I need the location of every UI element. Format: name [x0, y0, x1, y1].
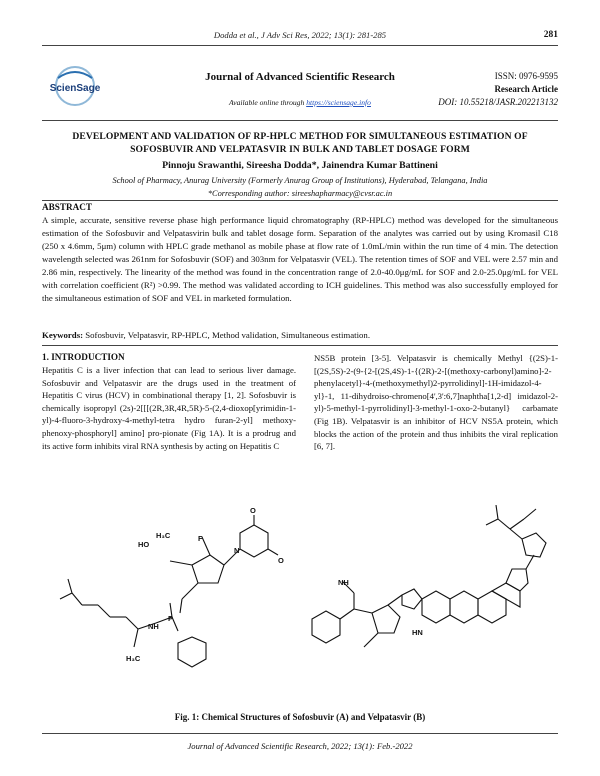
doi: DOI: 10.55218/JASR.202213132	[438, 97, 558, 107]
atom-label-o-uracil: O	[278, 556, 284, 565]
affiliation: School of Pharmacy, Anurag University (Formerly Anurag Group of Institutions), Hyderabad, Telangana, India	[112, 176, 488, 185]
atom-label-h3c: H₃C	[156, 531, 171, 540]
footer-rule	[42, 733, 558, 734]
atom-label-h3c-2: H₃C	[126, 654, 141, 663]
atom-label-hn: HN	[412, 628, 423, 637]
atom-label-p: P	[168, 614, 174, 623]
abstract-rule	[42, 200, 558, 201]
issn: ISSN: 0976-9595	[494, 71, 558, 81]
running-head: Dodda et al., J Adv Sci Res, 2022; 13(1): 281-285	[213, 30, 387, 40]
abstract-heading: ABSTRACT	[42, 202, 93, 212]
atom-label-nh: NH	[148, 622, 159, 631]
header-rule	[42, 45, 558, 46]
atom-label-o-top: O	[250, 506, 256, 515]
issn-block	[438, 70, 558, 109]
article-title: DEVELOPMENT AND VALIDATION OF RP-HPLC METHOD FOR SIMULTANEOUS ESTIMATION OF SOFOSBUVIR AND VELPATASVIR IN BULK AND TABLET DOSAGE FORM	[72, 131, 528, 155]
chemical-structures-figure	[42, 505, 558, 705]
page-number: 281	[543, 30, 558, 40]
journal-title: Journal of Advanced Scientific Research	[205, 71, 395, 83]
keywords-rule	[42, 345, 558, 346]
sciensage-logo	[42, 64, 108, 116]
intro-heading: 1. INTRODUCTION	[42, 352, 125, 362]
logo-text: ScienSage	[49, 83, 101, 94]
article-type: Research Article	[494, 84, 558, 94]
intro-right-column: NS5B protein [3-5]. Velpatasvir is chemically Methyl {(2S)-1-[(2S,5S)-2-(9-{2-[(2S,4S)-1-{(2R)-2-[(methoxy-carbonyl)amino]-2-phenylacetyl}-4-(methoxymethyl)2-pyrrolidinyl]-1H-imidazol-4-yl}-1, 11-dihydroiso-chromeno[4',3':6,7]naphtha[1,2-d] imidazol-2-yl)-5-methyl-1-pyrrolidinyl]-3-methyl-1-oxo-2-butanyl} carbamate (Fig 1B). Velpatasvir is an inhibitor of HCV NS5A protein, which blocks the action of the protein and thus inhibits the viral replication [6, 7].	[314, 353, 558, 452]
keywords	[42, 330, 558, 340]
velpatasvir-structure	[312, 505, 546, 647]
online-prefix: Available online through	[229, 98, 305, 107]
online-line	[150, 98, 450, 107]
abstract-text: A simple, accurate, sensitive reverse phase high performance liquid chromatography (RP-HPLC) method was developed for the simultaneous estimation of the Sofosbuvir and Velpatasvirin bulk and tablet dosage form. Separation of the analytes was carried out by using Kromasil C18 (250 x 4.6mm, 5μm) column with HPLC grade methanol as mobile phase at flow rate of 1.0mL/min within the run time of 4 min. The detection wavelength selected was 261nm for Sofosbuvir (SOF) and 303nm for Velpatasvir (VEL). The retention times of SOF and VEL were 2.57 min and 2.86 min, respectively. The linearity of the method was found in the concentration range of 2.0-40.0μg/mL for SOF and 2.0-25.0μg/mL for VEL with correlation coefficient (R²) >0.99. The method was validated according to ICH guidelines. This method was also successfully employed for the simultaneous estimation of SOF and VEL in marketed formulation.	[42, 215, 558, 303]
intro-left-column: Hepatitis C is a liver infection that can lead to serious liver damage. Sofosbuvir and Velpatasvir are the drugs used in the treatment of Hepatitis C virus (HCV) in combinational therapy [1, 2]. Sofosbuvir is chemically isopropyl (2s)-2[[[(2R,3R,4R,5R)-5-(2,4-dioxop[yrimidin-1-yl)-4-fluoro-3-hydroxy-4-methyl-tetra hydro furan-2-yl] methoxy-phenoxy-phosphoryl] amino] pro-pionate (Fig 1A). It is a prodrug and its active form inhibits viral RNA synthesis by acting on Hepatitis C	[42, 365, 296, 451]
atom-label-ho: HO	[138, 540, 150, 549]
figure-caption: Fig. 1: Chemical Structures of Sofosbuvir (A) and Velpatasvir (B)	[174, 712, 426, 722]
keywords-text: Sofosbuvir, Velpatasvir, RP-HPLC, Method validation, Simultaneous estimation.	[85, 330, 371, 340]
atom-label-n: N	[234, 546, 240, 555]
header-rule-bottom	[42, 120, 558, 121]
atom-label-f: F	[198, 534, 203, 543]
footer: Journal of Advanced Scientific Research, 2022; 13(1): Feb.-2022	[187, 741, 413, 751]
keywords-label: Keywords:	[42, 330, 84, 340]
corresponding-author: *Corresponding author: sireeshapharmacy@cvsr.ac.in	[207, 189, 393, 198]
atom-label-nh-2: NH	[338, 578, 349, 587]
authors: Pinnoju Srawanthi, Sireesha Dodda*, Jainendra Kumar Battineni	[162, 160, 438, 171]
structure-atom-labels	[126, 506, 423, 663]
sciensage-link[interactable]: https://sciensage.info	[306, 98, 371, 107]
